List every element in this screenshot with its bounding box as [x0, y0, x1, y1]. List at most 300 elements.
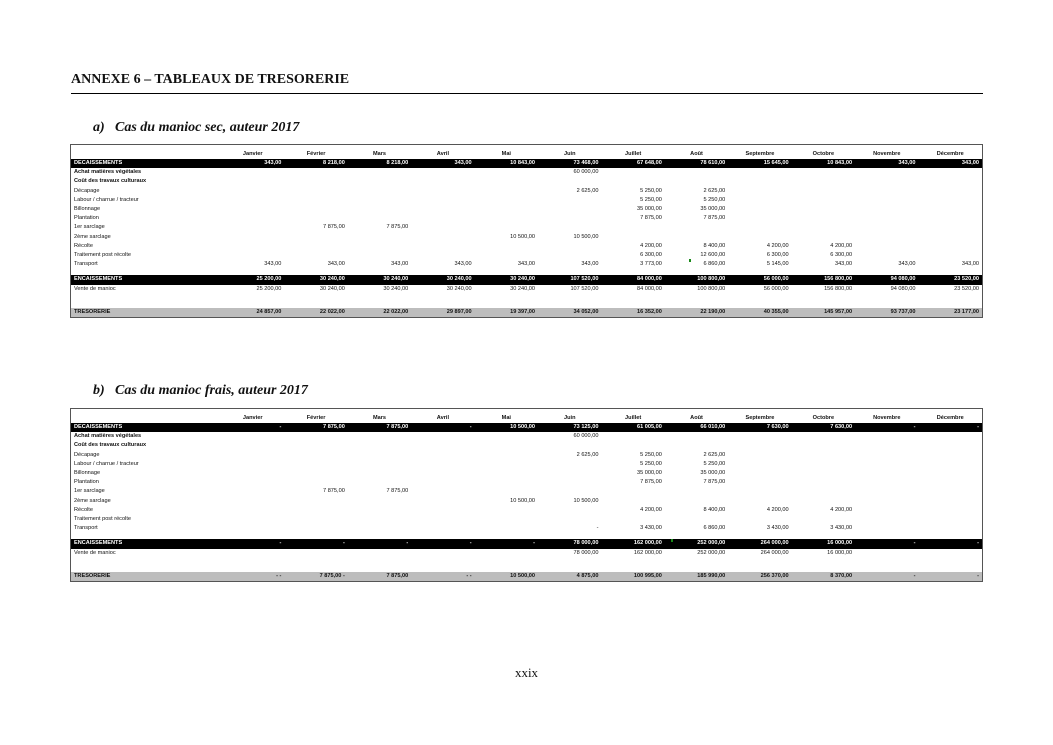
value-cell	[855, 524, 918, 533]
value-cell	[221, 233, 284, 242]
value-cell	[221, 187, 284, 196]
row-label: Coût des travaux culturaux	[74, 178, 147, 185]
value-cell: 343,00	[411, 159, 474, 168]
row-label: Vente de manioc	[74, 549, 116, 556]
value-cell: 16 352,00	[601, 308, 664, 317]
value-cell	[284, 196, 347, 205]
value-cell: 60 000,00	[573, 169, 599, 176]
value-cell: 145 957,00	[792, 308, 855, 317]
value-cell: 29 897,00	[411, 308, 474, 317]
value-cell	[284, 214, 347, 223]
value-cell	[601, 441, 664, 450]
value-cell: 185 990,00	[665, 572, 728, 581]
value-cell	[855, 196, 918, 205]
spacer-cell	[71, 558, 982, 572]
value-cell: 6 300,00	[766, 252, 789, 259]
value-cell	[221, 524, 284, 533]
value-cell	[728, 205, 791, 214]
value-cell	[665, 497, 728, 506]
value-cell: 4 200,00	[766, 506, 789, 513]
row-label: Plantation	[74, 215, 99, 222]
value-cell: 7 875,00	[323, 488, 345, 495]
table-row	[71, 487, 982, 496]
table-row	[71, 524, 982, 533]
value-cell: -	[918, 539, 982, 548]
value-cell	[918, 460, 982, 469]
value-cell: 10 500,00	[475, 423, 538, 432]
month-header: Février	[306, 414, 326, 421]
value-cell	[475, 451, 538, 460]
value-cell	[728, 432, 791, 441]
value-cell	[918, 451, 982, 460]
value-cell: 2 625,00	[576, 187, 599, 194]
value-cell: 8 400,00	[703, 242, 726, 249]
value-cell: 23 177,00	[918, 308, 982, 317]
value-cell: 56 000,00	[763, 285, 789, 292]
value-cell: -	[918, 572, 982, 581]
value-cell	[601, 432, 664, 441]
value-cell	[284, 451, 347, 460]
value-cell	[284, 515, 347, 524]
table-row	[71, 441, 982, 450]
value-cell: 6 860,00	[703, 261, 726, 268]
value-cell	[855, 432, 918, 441]
value-cell	[348, 478, 411, 487]
value-cell: 343,00	[454, 261, 472, 268]
value-cell: 78 000,00	[538, 539, 601, 548]
value-cell	[665, 487, 728, 496]
value-cell: -	[475, 539, 538, 548]
value-cell	[728, 497, 791, 506]
value-cell: 34 052,00	[538, 308, 601, 317]
cell-error-marker	[671, 539, 673, 542]
value-cell	[728, 515, 791, 524]
value-cell	[918, 196, 982, 205]
row-label: Transport	[74, 525, 98, 532]
month-header: Janvier	[242, 150, 263, 157]
value-cell	[475, 196, 538, 205]
value-cell: 2 625,00	[703, 451, 726, 458]
value-cell: 10 500,00	[573, 233, 599, 240]
value-cell: 8 218,00	[348, 159, 411, 168]
value-cell	[792, 478, 855, 487]
value-cell	[475, 205, 538, 214]
value-cell	[665, 432, 728, 441]
row-label: ENCAISSEMENTS	[71, 539, 221, 548]
value-cell	[221, 177, 284, 186]
value-cell	[538, 205, 601, 214]
value-cell: 100 800,00	[665, 275, 728, 284]
value-cell	[475, 549, 538, 558]
table-row	[71, 572, 982, 581]
value-cell	[855, 487, 918, 496]
table-row	[71, 308, 982, 317]
value-cell	[728, 460, 791, 469]
month-header: Septembre	[745, 150, 775, 157]
month-header: Novembre	[873, 414, 901, 421]
value-cell: -	[348, 539, 411, 548]
value-cell: -	[284, 539, 347, 548]
value-cell: 15 645,00	[728, 159, 791, 168]
value-cell: 7 875,00	[284, 423, 347, 432]
value-cell	[348, 196, 411, 205]
value-cell: -	[411, 423, 474, 432]
section-letter: b)	[93, 383, 105, 398]
row-label: 2ème sarclage	[74, 497, 111, 504]
value-cell	[475, 168, 538, 177]
value-cell	[855, 451, 918, 460]
value-cell	[728, 168, 791, 177]
value-cell	[348, 441, 411, 450]
value-cell	[221, 497, 284, 506]
value-cell: 67 648,00	[601, 159, 664, 168]
row-label: Labour / charrue / tracteur	[74, 196, 139, 203]
header-blank-cell	[71, 145, 221, 159]
value-cell	[284, 478, 347, 487]
row-label: Billonnage	[74, 470, 101, 477]
value-cell: 8 400,00	[703, 506, 726, 513]
value-cell	[348, 251, 411, 260]
value-cell: 10 500,00	[573, 497, 599, 504]
value-cell: 30 240,00	[284, 275, 347, 284]
value-cell	[601, 487, 664, 496]
value-cell	[918, 177, 982, 186]
value-cell	[475, 177, 538, 186]
value-cell: 343,00	[327, 261, 345, 268]
value-cell: 78 000,00	[573, 549, 599, 556]
value-cell	[411, 469, 474, 478]
value-cell: 22 022,00	[348, 308, 411, 317]
value-cell: -	[855, 423, 918, 432]
value-cell	[728, 187, 791, 196]
row-label: Labour / charrue / tracteur	[74, 460, 139, 467]
row-label: Décapage	[74, 451, 100, 458]
table-row	[71, 497, 982, 506]
value-cell: 100 995,00	[601, 572, 664, 581]
value-cell	[918, 168, 982, 177]
value-cell	[475, 187, 538, 196]
table-row	[71, 223, 982, 232]
value-cell	[918, 469, 982, 478]
table-row	[71, 506, 982, 515]
value-cell	[475, 242, 538, 251]
value-cell: 5 250,00	[640, 196, 662, 203]
value-cell	[665, 177, 728, 186]
value-cell	[855, 177, 918, 186]
value-cell: -	[918, 423, 982, 432]
value-cell	[855, 168, 918, 177]
month-header: Juin	[563, 414, 576, 421]
value-cell	[855, 506, 918, 515]
value-cell: 3 430,00	[766, 525, 789, 532]
value-cell	[538, 487, 601, 496]
value-cell	[411, 242, 474, 251]
value-cell	[411, 441, 474, 450]
value-cell	[855, 441, 918, 450]
value-cell	[284, 524, 347, 533]
row-label: Achat matières végétales	[74, 433, 142, 440]
page-number: xxix	[514, 665, 539, 680]
value-cell	[221, 205, 284, 214]
value-cell	[792, 196, 855, 205]
row-label: Traitement post récolte	[74, 516, 131, 523]
value-cell	[221, 506, 284, 515]
month-header-row	[71, 145, 982, 159]
month-header: Juillet	[625, 414, 642, 421]
value-cell	[475, 506, 538, 515]
value-cell: -	[596, 525, 599, 532]
value-cell	[284, 205, 347, 214]
row-label: ENCAISSEMENTS	[71, 275, 221, 284]
value-cell	[348, 469, 411, 478]
value-cell	[918, 242, 982, 251]
value-cell	[855, 478, 918, 487]
value-cell: 94 080,00	[890, 285, 916, 292]
row-label: Récolte	[74, 242, 93, 249]
value-cell: 6 300,00	[830, 252, 853, 259]
value-cell	[348, 497, 411, 506]
value-cell: 4 200,00	[766, 242, 789, 249]
value-cell: 8 370,00	[792, 572, 855, 581]
value-cell: 6 860,00	[703, 525, 726, 532]
value-cell: 5 145,00	[766, 261, 789, 268]
table-row	[71, 515, 982, 524]
row-label: Achat matières végétales	[74, 169, 142, 176]
value-cell	[538, 469, 601, 478]
value-cell	[665, 168, 728, 177]
treasury-table-dry	[70, 144, 983, 318]
table-row	[71, 159, 982, 168]
value-cell: 19 397,00	[475, 308, 538, 317]
value-cell	[284, 549, 347, 558]
value-cell	[918, 478, 982, 487]
value-cell: 56 000,00	[728, 275, 791, 284]
value-cell: 6 300,00	[640, 252, 662, 259]
value-cell: 3 773,00	[640, 261, 662, 268]
value-cell: 35 000,00	[700, 206, 726, 213]
value-cell	[601, 515, 664, 524]
value-cell	[855, 242, 918, 251]
value-cell	[221, 251, 284, 260]
value-cell	[348, 432, 411, 441]
value-cell	[221, 441, 284, 450]
value-cell	[348, 233, 411, 242]
value-cell	[284, 441, 347, 450]
value-cell: -	[221, 539, 284, 548]
value-cell	[475, 251, 538, 260]
value-cell	[348, 177, 411, 186]
value-cell	[221, 214, 284, 223]
row-label: Plantation	[74, 479, 99, 486]
value-cell	[918, 205, 982, 214]
value-cell	[411, 549, 474, 558]
value-cell	[411, 223, 474, 232]
value-cell	[221, 487, 284, 496]
value-cell	[855, 549, 918, 558]
value-cell	[601, 168, 664, 177]
value-cell: 7 875,00	[348, 572, 411, 581]
value-cell: 24 857,00	[221, 308, 284, 317]
value-cell: 7 875,00	[386, 488, 409, 495]
value-cell	[601, 223, 664, 232]
value-cell	[411, 497, 474, 506]
table-row	[71, 168, 982, 177]
value-cell	[855, 223, 918, 232]
value-cell	[475, 478, 538, 487]
value-cell	[855, 497, 918, 506]
value-cell	[792, 177, 855, 186]
value-cell	[792, 168, 855, 177]
spacer-row	[71, 294, 982, 308]
value-cell	[348, 506, 411, 515]
month-header: Février	[306, 150, 326, 157]
value-cell: 73 468,00	[538, 159, 601, 168]
value-cell	[792, 214, 855, 223]
value-cell: -	[411, 539, 474, 548]
row-label: TRESORERIE	[71, 308, 221, 317]
value-cell	[411, 460, 474, 469]
value-cell: 25 200,00	[221, 275, 284, 284]
table-row	[71, 242, 982, 251]
table-row	[71, 205, 982, 214]
value-cell	[728, 223, 791, 232]
value-cell	[918, 506, 982, 515]
value-cell	[348, 214, 411, 223]
value-cell: 5 250,00	[640, 187, 662, 194]
value-cell: - -	[221, 572, 284, 581]
value-cell	[792, 451, 855, 460]
value-cell	[411, 515, 474, 524]
table-row	[71, 423, 982, 432]
value-cell	[728, 233, 791, 242]
value-cell: 7 630,00	[792, 423, 855, 432]
month-header: Janvier	[242, 414, 263, 421]
value-cell	[792, 205, 855, 214]
month-header: Septembre	[745, 414, 775, 421]
value-cell: - -	[411, 572, 474, 581]
value-cell	[411, 451, 474, 460]
value-cell	[538, 251, 601, 260]
value-cell: 61 005,00	[601, 423, 664, 432]
value-cell: 156 800,00	[792, 275, 855, 284]
value-cell: 66 010,00	[665, 423, 728, 432]
value-cell	[411, 251, 474, 260]
value-cell: 162 000,00	[633, 549, 662, 556]
value-cell	[348, 515, 411, 524]
section-title-b	[93, 383, 308, 399]
value-cell	[411, 432, 474, 441]
month-header: Août	[690, 414, 703, 421]
value-cell: 60 000,00	[573, 433, 599, 440]
value-cell	[411, 196, 474, 205]
month-header: Avril	[436, 414, 450, 421]
value-cell	[221, 196, 284, 205]
value-cell	[475, 441, 538, 450]
month-header: Décembre	[936, 414, 964, 421]
value-cell	[284, 242, 347, 251]
value-cell	[665, 441, 728, 450]
value-cell	[728, 177, 791, 186]
value-cell	[538, 478, 601, 487]
value-cell: 107 520,00	[570, 285, 599, 292]
value-cell: 35 000,00	[636, 470, 662, 477]
value-cell	[348, 460, 411, 469]
value-cell	[284, 506, 347, 515]
value-cell: 30 240,00	[319, 285, 345, 292]
value-cell	[855, 460, 918, 469]
value-cell: 93 737,00	[855, 308, 918, 317]
table-row	[71, 451, 982, 460]
value-cell	[918, 549, 982, 558]
row-label: Traitement post récolte	[74, 252, 131, 259]
value-cell: 10 500,00	[510, 233, 536, 240]
value-cell: 30 240,00	[510, 285, 536, 292]
value-cell	[918, 432, 982, 441]
month-header: Octobre	[812, 414, 835, 421]
value-cell	[538, 196, 601, 205]
value-cell	[538, 223, 601, 232]
value-cell	[792, 497, 855, 506]
value-cell: 343,00	[581, 261, 599, 268]
value-cell: 7 875,00	[386, 224, 409, 231]
value-cell: 343,00	[918, 159, 982, 168]
value-cell	[411, 187, 474, 196]
value-cell	[918, 187, 982, 196]
value-cell: 23 520,00	[954, 285, 979, 292]
value-cell: 100 800,00	[697, 285, 726, 292]
value-cell	[601, 177, 664, 186]
month-header: Mars	[372, 150, 387, 157]
month-header: Avril	[436, 150, 450, 157]
value-cell: 35 000,00	[700, 470, 726, 477]
value-cell	[918, 233, 982, 242]
value-cell	[792, 432, 855, 441]
value-cell: 4 200,00	[640, 506, 662, 513]
value-cell: 162 000,00	[601, 539, 664, 548]
value-cell	[475, 524, 538, 533]
value-cell: 30 240,00	[411, 275, 474, 284]
value-cell	[538, 441, 601, 450]
table-row	[71, 260, 982, 269]
table-row	[71, 539, 982, 548]
spacer-row	[71, 558, 982, 572]
value-cell: 22 190,00	[665, 308, 728, 317]
row-label: DECAISSEMENTS	[71, 159, 221, 168]
row-label: 1er sarclage	[74, 488, 105, 495]
value-cell	[348, 205, 411, 214]
section-title-a	[93, 120, 299, 136]
value-cell: 264 000,00	[760, 549, 789, 556]
table-row	[71, 432, 982, 441]
value-cell	[475, 460, 538, 469]
month-header: Décembre	[936, 150, 964, 157]
value-cell: 4 200,00	[830, 506, 853, 513]
value-cell: 343,00	[264, 261, 282, 268]
value-cell	[855, 187, 918, 196]
value-cell	[918, 487, 982, 496]
row-label: DECAISSEMENTS	[71, 423, 221, 432]
treasury-table-fresh	[70, 408, 983, 582]
value-cell	[221, 460, 284, 469]
value-cell: 4 875,00	[538, 572, 601, 581]
value-cell	[728, 214, 791, 223]
value-cell	[284, 469, 347, 478]
row-label: Coût des travaux culturaux	[74, 442, 147, 449]
section-letter: a)	[93, 120, 105, 135]
value-cell: 7 875,00	[640, 479, 662, 486]
value-cell: 252 000,00	[697, 549, 726, 556]
value-cell	[728, 487, 791, 496]
